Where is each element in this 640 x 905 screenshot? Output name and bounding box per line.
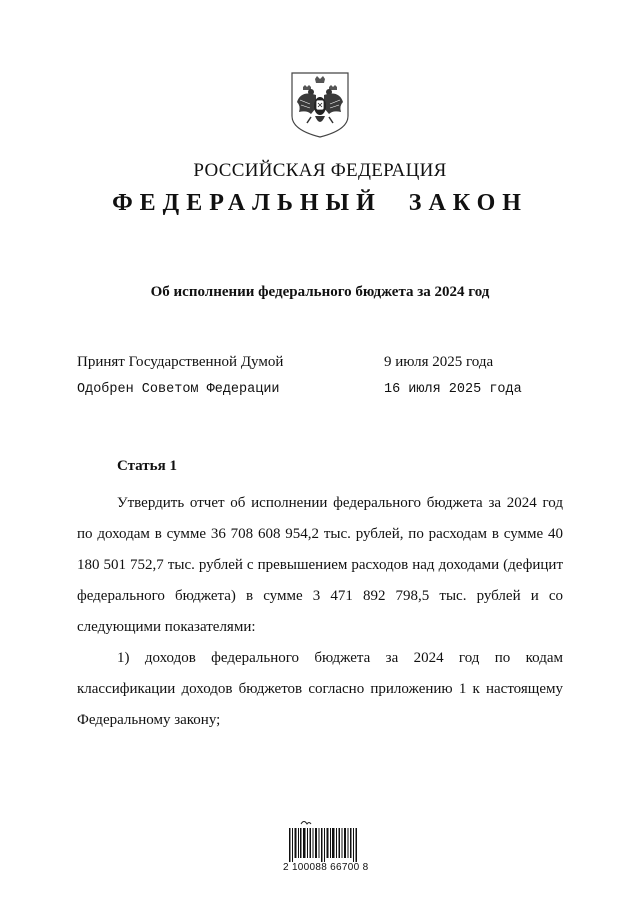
article-paragraph: 1) доходов федерального бюджета за 2024 год по кодам классификации доходов бюджетов согласно приложению 1 к настоящему Федеральному закону; bbox=[77, 650, 563, 728]
approval-federation-council bbox=[77, 382, 557, 397]
barcode-image bbox=[287, 818, 362, 862]
law-title: Об исполнении федерального бюджета за 2024 год bbox=[150, 284, 490, 300]
adoption-duma-label: Принят Государственной Думой bbox=[77, 354, 284, 370]
adoption-duma-date: 9 июля 2025 года bbox=[384, 354, 494, 370]
approval-council-date: 16 июля 2025 года bbox=[384, 382, 522, 397]
article-heading: Статья 1 bbox=[117, 458, 177, 474]
approval-council-label: Одобрен Советом Федерации bbox=[77, 382, 280, 397]
document-type: ФЕДЕРАЛЬНЫЙ ЗАКОН bbox=[112, 190, 528, 216]
country-name: РОССИЙСКАЯ ФЕДЕРАЦИЯ bbox=[193, 160, 447, 181]
article-paragraph: Утвердить отчет об исполнении федерального бюджета за 2024 год по доходам в сумме 36 708 608 954,2 тыс. рублей, по расходам в сумме 40 180 501 752,7 тыс. рублей с превышением расходов над доходами (дефицит федерального бюджета) в сумме 3 471 892 798,5 тыс. рублей и со следующими показателями: bbox=[77, 495, 563, 635]
barcode-number: 2 100088 66700 8 bbox=[283, 862, 369, 873]
coat-of-arms-emblem bbox=[289, 70, 351, 140]
article-body bbox=[77, 488, 563, 736]
adoption-duma bbox=[77, 354, 557, 371]
